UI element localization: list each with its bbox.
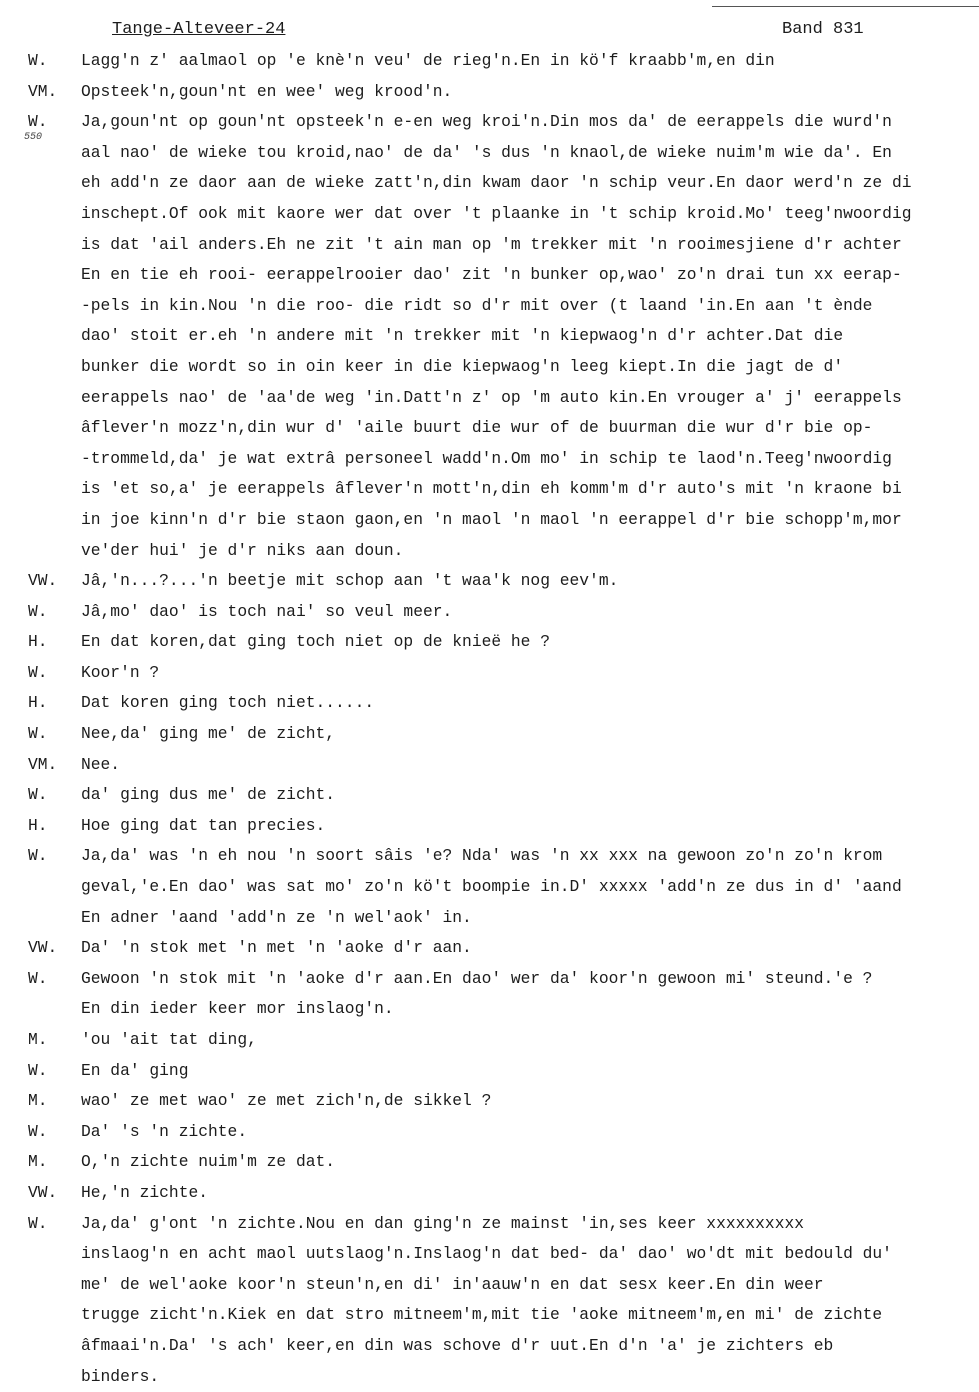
- header-rule: [712, 6, 979, 7]
- speaker-label: W.: [28, 662, 48, 682]
- transcript-line: [0, 1209, 979, 1240]
- line-text: aal nao' de wieke tou kroid,nao' de da' 's dus 'n knaol,de wieke nuim'm wie da'. En: [81, 142, 892, 162]
- transcript-line: [0, 474, 979, 505]
- line-text: Jâ,mo' dao' is toch nai' so veul meer.: [81, 601, 453, 621]
- band-number: Band 831: [782, 20, 864, 39]
- speaker-label: W.: [28, 51, 48, 70]
- transcript-line: [0, 811, 979, 842]
- speaker-label: W.: [28, 785, 48, 805]
- transcript-line: [0, 536, 979, 567]
- transcript-line: [0, 1056, 979, 1087]
- transcript-line: [0, 688, 979, 719]
- transcript-line: [0, 994, 979, 1025]
- line-text: Ja,da' was 'n eh nou 'n soort sâis 'e? Nda' was 'n xx xxx na gewoon zo'n zo'n krom: [81, 846, 883, 866]
- transcript-line: [0, 230, 979, 261]
- speaker-label: W.: [28, 1060, 48, 1080]
- transcript-line: [0, 658, 979, 689]
- line-text: inslaog'n en acht maol uutslaog'n.Inslaog'n dat bed- da' dao' wo'dt mit bedould du': [81, 1244, 892, 1264]
- speaker-label: VW.: [28, 1182, 58, 1202]
- transcript-line: [0, 872, 979, 903]
- line-text: 'ou 'ait tat ding,: [81, 1030, 257, 1049]
- speaker-label: H.: [28, 632, 48, 652]
- transcript-line: [0, 1331, 979, 1362]
- line-text: Ja,da' g'ont 'n zichte.Nou en dan ging'n ze mainst 'in,ses keer xxxxxxxxxx: [81, 1213, 805, 1233]
- line-text: is dat 'ail anders.Eh ne zit 't ain man op 'm trekker mit 'n rooimesjiene d'r achter: [81, 234, 902, 254]
- transcript-line: [0, 260, 979, 291]
- speaker-label: H.: [28, 693, 48, 713]
- line-text: Da' 's 'n zichte.: [81, 1121, 248, 1141]
- transcript-line: [0, 1239, 979, 1270]
- transcript-line: [0, 383, 979, 414]
- transcript-line: [0, 199, 979, 230]
- transcript-line: [0, 1147, 979, 1178]
- line-text: Da' 'n stok met 'n met 'n 'aoke d'r aan.: [81, 938, 472, 958]
- speaker-label: W.: [28, 1213, 48, 1233]
- speaker-label: W.: [28, 846, 48, 866]
- line-text: Ja,goun'nt op goun'nt opsteek'n e-en weg kroi'n.Din mos da' de eerappels die wurd'n: [81, 112, 892, 132]
- transcript-line: [0, 627, 979, 658]
- transcript-line: [0, 413, 979, 444]
- line-text: ve'der hui' je d'r niks aan doun.: [81, 540, 404, 560]
- speaker-label: W.: [28, 1121, 48, 1141]
- line-text: eerappels nao' de 'aa'de weg 'in.Datt'n z' op 'm auto kin.En vrouger a' j' eerappels: [81, 387, 902, 407]
- line-text: da' ging dus me' de zicht.: [81, 785, 336, 805]
- transcript-line: [0, 719, 979, 750]
- line-text: Koor'n ?: [81, 662, 160, 682]
- line-text: Lagg'n z' aalmaol op 'e knè'n veu' de rieg'n.En in kö'f kraabb'm,en din: [81, 51, 775, 70]
- transcript-line: [0, 780, 979, 811]
- speaker-label: VW.: [28, 571, 58, 591]
- transcript-line: [0, 1086, 979, 1117]
- transcript-line: [0, 107, 979, 138]
- transcript-line: [0, 505, 979, 536]
- transcript-line: [0, 1025, 979, 1056]
- document-title: Tange-Alteveer-24: [112, 20, 286, 39]
- speaker-label: VM.: [28, 754, 58, 774]
- speaker-label: W.: [28, 112, 48, 132]
- transcript-line: [0, 1178, 979, 1209]
- line-text: En da' ging: [81, 1060, 189, 1080]
- transcript-line: [0, 1362, 979, 1392]
- line-text: geval,'e.En dao' was sat mo' zo'n kö't boompie in.D' xxxxx 'add'n ze dus in d' 'aand: [81, 877, 902, 897]
- transcript-line: [0, 444, 979, 475]
- line-text: trugge zicht'n.Kiek en dat stro mitneem'm,mit tie 'aoke mitneem'm,en mi' de zichte: [81, 1305, 883, 1325]
- speaker-label: VW.: [28, 938, 58, 958]
- line-text: Dat koren ging toch niet......: [81, 693, 375, 713]
- line-text: Nee,da' ging me' de zicht,: [81, 724, 336, 744]
- speaker-label: W.: [28, 601, 48, 621]
- speaker-label: W.: [28, 968, 48, 988]
- line-text: Nee.: [81, 754, 121, 774]
- line-text: wao' ze met wao' ze met zich'n,de sikkel ?: [81, 1091, 492, 1111]
- line-text: âflever'n mozz'n,din wur d' 'aile buurt die wur of de buurman die wur d'r bie op-: [81, 418, 873, 438]
- transcript-line: [0, 566, 979, 597]
- line-text: me' de wel'aoke koor'n steun'n,en di' in'aauw'n en dat sesx keer.En din weer: [81, 1274, 824, 1294]
- line-text: Opsteek'n,goun'nt en wee' weg krood'n.: [81, 81, 453, 101]
- speaker-label: M.: [28, 1152, 48, 1172]
- transcript: [0, 46, 979, 1392]
- transcript-line: [0, 352, 979, 383]
- transcript-line: [0, 168, 979, 199]
- line-text: Gewoon 'n stok mit 'n 'aoke d'r aan.En dao' wer da' koor'n gewoon mi' steund.'e ?: [81, 968, 873, 988]
- line-text: Hoe ging dat tan precies.: [81, 815, 326, 835]
- line-text: En dat koren,dat ging toch niet op de knieë he ?: [81, 632, 550, 652]
- transcript-line: [0, 1270, 979, 1301]
- transcript-line: [0, 1300, 979, 1331]
- line-text: is 'et so,a' je eerappels âflever'n mott'n,din eh komm'm d'r auto's mit 'n kraone bi: [81, 479, 902, 499]
- line-text: bunker die wordt so in oin keer in die kiepwaog'n leeg kiept.In die jagt de d': [81, 356, 844, 376]
- line-text: dao' stoit er.eh 'n andere mit 'n trekker mit 'n kiepwaog'n d'r achter.Dat die: [81, 326, 844, 346]
- transcript-line: [0, 77, 979, 108]
- speaker-label: M.: [28, 1030, 48, 1049]
- line-text: eh add'n ze daor aan de wieke zatt'n,din kwam daor 'n schip veur.En daor werd'n ze di: [81, 173, 912, 193]
- line-text: En en tie eh rooi- eerappelrooier dao' zit 'n bunker op,wao' zo'n drai tun xx eerap-: [81, 265, 902, 285]
- line-text: Jâ,'n...?...'n beetje mit schop aan 't waa'k nog eev'm.: [81, 571, 619, 591]
- line-text: O,'n zichte nuim'm ze dat.: [81, 1152, 336, 1172]
- transcript-line: [0, 841, 979, 872]
- transcript-line: [0, 138, 979, 169]
- transcript-line: [0, 46, 979, 77]
- transcript-line: [0, 903, 979, 934]
- line-text: En adner 'aand 'add'n ze 'n wel'aok' in.: [81, 907, 472, 927]
- line-text: âfmaai'n.Da' 's ach' keer,en din was schove d'r uut.En d'n 'a' je zichters eb: [81, 1335, 834, 1355]
- speaker-label: VM.: [28, 81, 58, 101]
- line-text: inschept.Of ook mit kaore wer dat over 't plaanke in 't schip kroid.Mo' teeg'nwoordig: [81, 203, 912, 223]
- margin-note: 550: [24, 132, 43, 143]
- transcript-line: [0, 321, 979, 352]
- speaker-label: W.: [28, 724, 48, 744]
- line-text: -trommeld,da' je wat extrâ personeel wadd'n.Om mo' in schip te laod'n.Teeg'nwoordig: [81, 448, 892, 468]
- line-text: He,'n zichte.: [81, 1182, 209, 1202]
- line-text: binders.: [81, 1366, 160, 1386]
- speaker-label: H.: [28, 815, 48, 835]
- transcript-line: [0, 291, 979, 322]
- line-text: En din ieder keer mor inslaog'n.: [81, 999, 394, 1019]
- transcript-line: [0, 597, 979, 628]
- line-text: -pels in kin.Nou 'n die roo- die ridt so d'r mit over (t laand 'in.En aan 't ènde: [81, 295, 873, 315]
- speaker-label: M.: [28, 1091, 48, 1111]
- transcript-line: [0, 1117, 979, 1148]
- transcript-line: [0, 964, 979, 995]
- transcript-line: [0, 750, 979, 781]
- transcript-line: [0, 933, 979, 964]
- line-text: in joe kinn'n d'r bie staon gaon,en 'n maol 'n maol 'n eerappel d'r bie schopp'm,mor: [81, 509, 902, 529]
